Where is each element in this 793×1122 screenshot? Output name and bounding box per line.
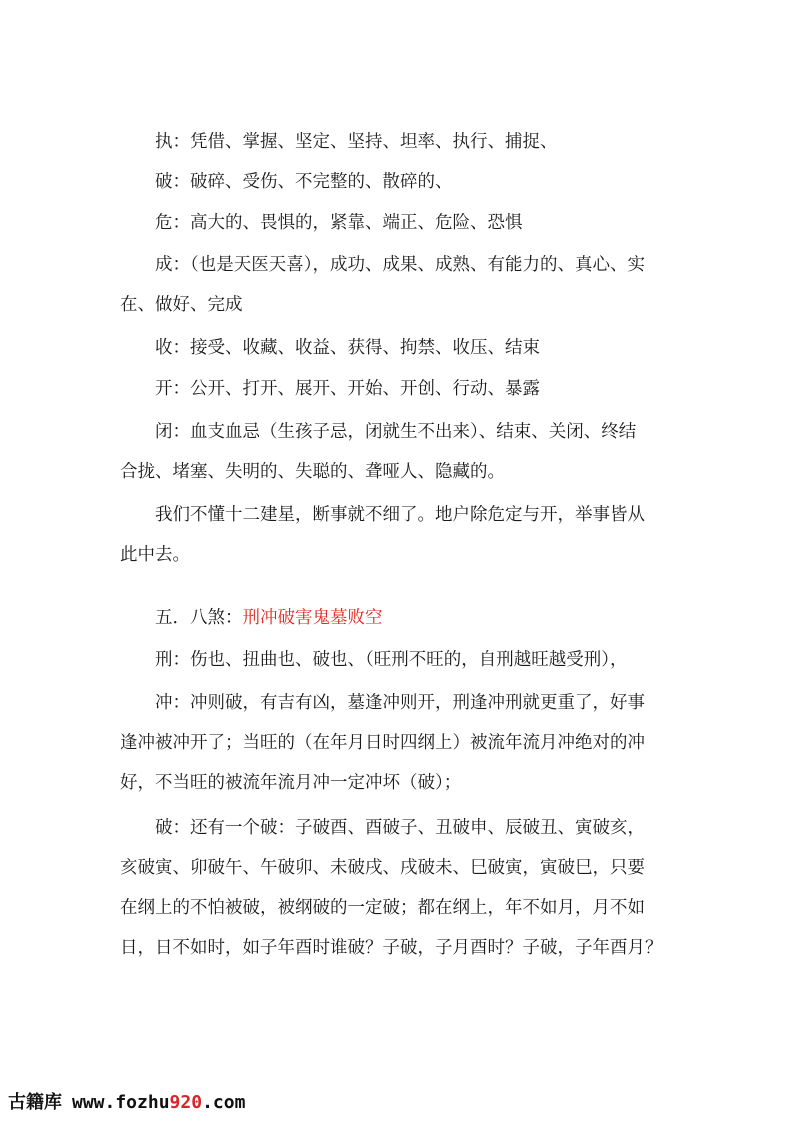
section-heading bbox=[120, 598, 710, 638]
site-name: 古籍库 bbox=[8, 1092, 62, 1113]
paragraph-chong bbox=[120, 683, 675, 803]
text-line: 我们不懂十二建星，断事就不细了。地户除危定与开，举事皆从 bbox=[155, 505, 645, 525]
text-line: 破：还有一个破：子破酉、酉破子、丑破申、辰破丑、寅破亥， bbox=[155, 818, 645, 838]
paragraph-zhi bbox=[120, 122, 710, 162]
paragraph-wei bbox=[120, 203, 710, 243]
text-line: 好，不当旺的被流年流月冲一定冲坏（破）； bbox=[120, 773, 462, 793]
paragraph-po-detail bbox=[120, 808, 675, 968]
text-line: 危：高大的、畏惧的，紧靠、端正、危险、恐惧 bbox=[155, 213, 523, 233]
paragraph-summary bbox=[120, 495, 675, 575]
text-line: 成：（也是天医天喜），成功、成果、成熟、有能力的、真心、实 bbox=[155, 255, 645, 275]
footer-watermark bbox=[8, 1088, 245, 1114]
paragraph-shou bbox=[120, 328, 710, 368]
text-line: 此中去。 bbox=[120, 545, 190, 565]
paragraph-bi bbox=[120, 412, 675, 492]
text-line: 收：接受、收藏、收益、获得、拘禁、收压、结束 bbox=[155, 338, 540, 358]
text-line: 开：公开、打开、展开、开始、开创、行动、暴露 bbox=[155, 379, 540, 399]
domain-number: 920 bbox=[169, 1092, 203, 1113]
section-heading-highlight: 刑冲破害鬼墓败空 bbox=[242, 608, 383, 628]
paragraph-kai bbox=[120, 369, 710, 409]
text-line: 日，日不如时，如子年酉时谁破？子破，子月酉时？子破，子年酉月？ bbox=[120, 938, 663, 958]
paragraph-xing bbox=[120, 640, 710, 680]
section-heading-prefix: 五．八煞： bbox=[155, 608, 243, 628]
text-line: 在纲上的不怕被破，被纲破的一定破；都在纲上，年不如月，月不如 bbox=[120, 898, 645, 918]
text-line: 刑：伤也、扭曲也、破也、（旺刑不旺的，自刑越旺越受刑）， bbox=[155, 650, 628, 670]
text-line: 亥破寅、卯破午、午破卯、未破戌、戌破未、巳破寅，寅破巳，只要 bbox=[120, 858, 645, 878]
domain-prefix: www.fozhu bbox=[72, 1092, 170, 1113]
text-line: 闭：血支血忌（生孩子忌，闭就生不出来）、结束、关闭、终结 bbox=[155, 422, 637, 442]
text-line: 合拢、堵塞、失明的、失聪的、聋哑人、隐藏的。 bbox=[120, 462, 505, 482]
text-line: 在、做好、完成 bbox=[120, 295, 243, 315]
text-line: 逢冲被冲开了；当旺的（在年月日时四纲上）被流年流月冲绝对的冲 bbox=[120, 733, 645, 753]
text-line: 冲：冲则破，有吉有凶，墓逢冲则开，刑逢冲刑就更重了，好事 bbox=[155, 693, 645, 713]
paragraph-cheng bbox=[120, 245, 675, 325]
domain-suffix: .com bbox=[202, 1092, 246, 1113]
site-domain bbox=[72, 1092, 245, 1113]
paragraph-po bbox=[120, 162, 710, 202]
text-line: 破：破碎、受伤、不完整的、散碎的、 bbox=[155, 172, 453, 192]
text-line: 执：凭借、掌握、坚定、坚持、坦率、执行、捕捉、 bbox=[155, 132, 558, 152]
